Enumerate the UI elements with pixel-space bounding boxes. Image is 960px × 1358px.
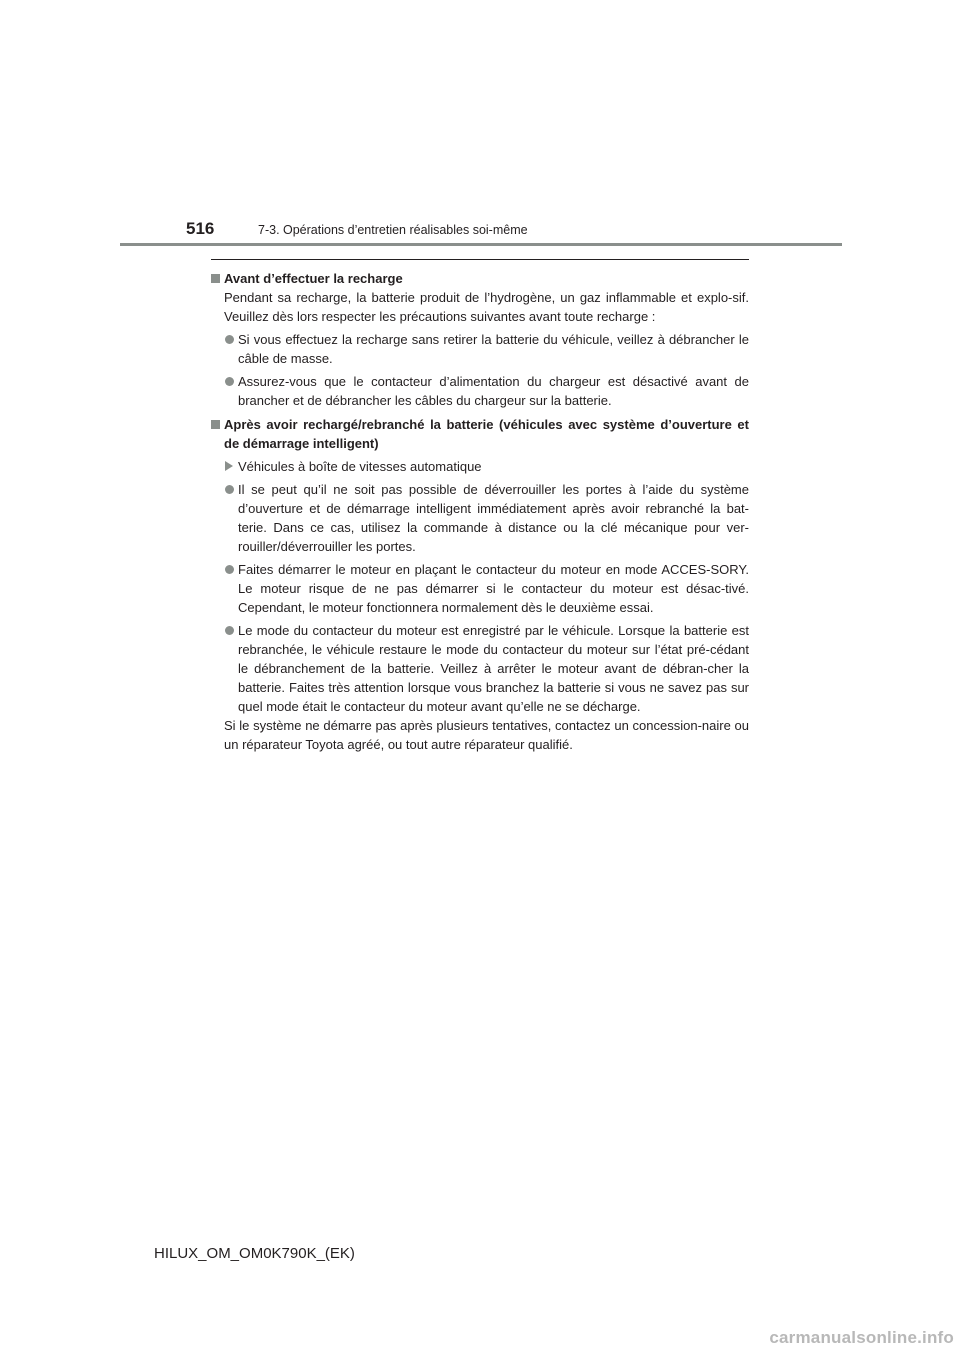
list-item: Le mode du contacteur du moteur est enregistré par le véhicule. Lorsque la batterie est rebranchée, le véhicule restaure le mode du contacteur du moteur sur l’état pré-cédant le débranchement de la batterie. Veillez à arrêter le moteur avant de débran-cher la batterie. Faites très attention lorsque vous branchez la batterie si vous ne savez pas sur quel mode était le contacteur du moteur avant qu’elle ne se décharge. (211, 621, 749, 716)
section-paragraph: Pendant sa recharge, la batterie produit de l’hydrogène, un gaz inflammable et explo-sif. Veuillez dès lors respecter les précautions suivantes avant toute recharge : (224, 290, 749, 324)
content-body (211, 266, 749, 754)
circle-bullet-icon (225, 377, 234, 386)
page-number: 516 (186, 219, 215, 238)
list-item: Faites démarrer le moteur en plaçant le contacteur du moteur en mode ACCES-SORY. Le moteur risque de ne pas démarrer si le contacteur du moteur est désac-tivé. Cependant, le moteur fonctionnera normalement dès le deuxième essai. (211, 560, 749, 617)
sub-heading: Véhicules à boîte de vitesses automatique (211, 457, 749, 476)
content-rule (211, 259, 749, 260)
section-title: 7-3. Opérations d’entretien réalisables soi-même (258, 223, 528, 237)
list-item: Il se peut qu’il ne soit pas possible de déverrouiller les portes à l’aide du système d’ouverture et de démarrage intelligent immédiatement après avoir rebranché la bat-terie. Dans ce cas, utilisez la commande à distance ou la clé mécanique pour ver-rouiller/déverrouiller les portes. (211, 480, 749, 556)
circle-bullet-icon (225, 485, 234, 494)
square-bullet-icon (211, 420, 220, 429)
circle-bullet-icon (225, 565, 234, 574)
section-heading: Après avoir rechargé/rebranché la batterie (véhicules avec système d’ouverture et de démarrage intelligent) (211, 415, 749, 453)
circle-bullet-icon (225, 626, 234, 635)
circle-bullet-icon (225, 335, 234, 344)
square-bullet-icon (211, 274, 220, 283)
list-item: Assurez-vous que le contacteur d’alimentation du chargeur est désactivé avant de brancher et de débrancher les câbles du chargeur sur la batterie. (211, 372, 749, 410)
closing-paragraph: Si le système ne démarre pas après plusieurs tentatives, contactez un concession-naire ou un réparateur Toyota agréé, ou tout autre réparateur qualifié. (224, 718, 749, 752)
header-rule (120, 243, 842, 246)
triangle-right-icon (225, 461, 233, 471)
document-code: HILUX_OM_OM0K790K_(EK) (154, 1245, 355, 1262)
section-heading: Avant d’effectuer la recharge (211, 269, 749, 288)
list-item: Si vous effectuez la recharge sans retirer la batterie du véhicule, veillez à débrancher le câble de masse. (211, 330, 749, 368)
watermark-link[interactable]: carmanualsonline.info (769, 1328, 954, 1347)
